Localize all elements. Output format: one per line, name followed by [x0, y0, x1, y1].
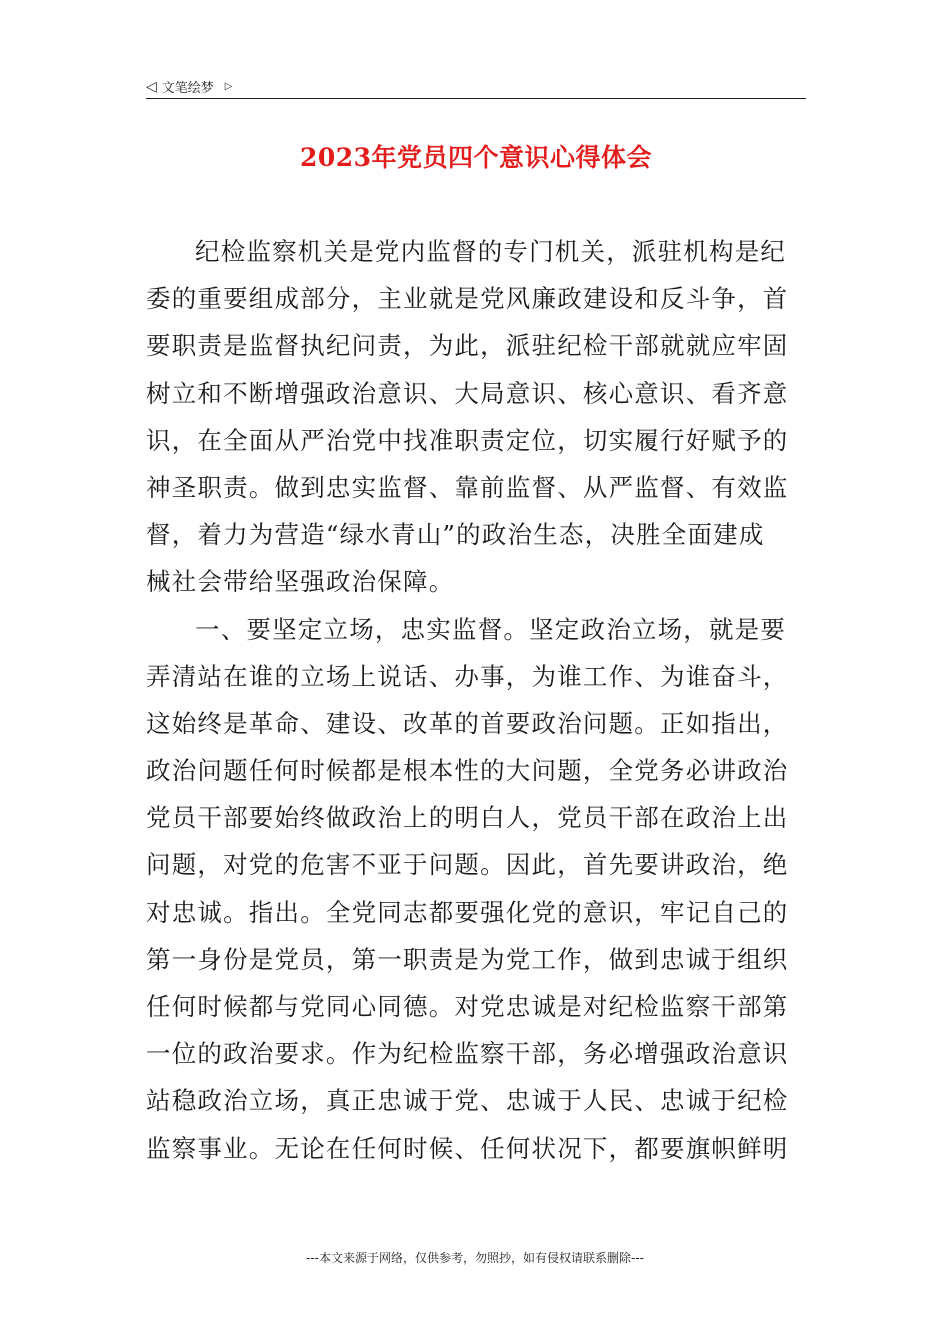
paragraph-line: 监察事业。无论在任何时候、任何状况下，都要旗帜鲜明: [146, 1133, 789, 1163]
paragraph-line: 对忠诚。指出。全党同志都要强化党的意识，牢记自己的: [146, 897, 789, 927]
document-body: [146, 228, 818, 1172]
paragraph-line: 要职责是监督执纪问责，为此，派驻纪检干部就就应牢固: [146, 331, 789, 361]
paragraph-line: 政治问题任何时候都是根本性的大问题，全党务必讲政治: [146, 756, 789, 786]
paragraph-line: 树立和不断增强政治意识、大局意识、核心意识、看齐意: [146, 378, 789, 408]
paragraph-line: 一、要坚定立场，忠实监督。坚定政治立场，就是要: [195, 614, 787, 644]
paragraph-line: 任何时候都与党同心同德。对党忠诚是对纪检监察干部第: [146, 992, 789, 1021]
triangle-right-icon: ▷: [224, 80, 233, 92]
paragraph-line: 械社会带给坚强政治保障。: [146, 567, 455, 597]
paragraph-line: 问题，对党的危害不亚于问题。因此，首先要讲政治，绝: [146, 850, 789, 880]
document-title: 2023年党员四个意识心得体会: [299, 143, 653, 172]
paragraph-line: 识，在全面从严治党中找准职责定位，切实履行好赋予的: [146, 425, 789, 455]
paragraph-line: 这始终是革命、建设、改革的首要政治问题。正如指出，: [146, 708, 789, 738]
paragraph-line: 纪检监察机关是党内监督的专门机关，派驻机构是纪: [195, 237, 787, 266]
paragraph-line: 第一身份是党员，第一职责是为党工作，做到忠诚于组织: [146, 944, 789, 974]
header-brand: [146, 77, 233, 96]
paragraph-line: 站稳政治立场，真正忠诚于党、忠诚于人民、忠诚于纪检: [146, 1086, 789, 1116]
paragraph-line: 弄清站在谁的立场上说话、办事，为谁工作、为谁奋斗，: [146, 661, 789, 691]
paragraph-line: 委的重要组成部分，主业就是党风廉政建设和反斗争，首: [146, 284, 789, 314]
paragraph-line: 督，着力为营造“绿水青山”的政治生态，决胜全面建成: [146, 520, 765, 550]
triangle-left-icon: ◁: [146, 78, 157, 95]
paragraph-line: 神圣职责。做到忠实监督、靠前监督、从严监督、有效监: [146, 472, 789, 502]
page-footer: ---本文来源于网络，仅供参考，勿照抄，如有侵权请联系删除---: [306, 1251, 644, 1265]
paragraph-line: 党员干部要始终做政治上的明白人，党员干部在政治上出: [146, 803, 789, 833]
page-header: [146, 74, 806, 99]
header-text: 文笔绘梦: [161, 81, 214, 96]
paragraph-line: 一位的政治要求。作为纪检监察干部，务必增强政治意识: [146, 1039, 789, 1069]
